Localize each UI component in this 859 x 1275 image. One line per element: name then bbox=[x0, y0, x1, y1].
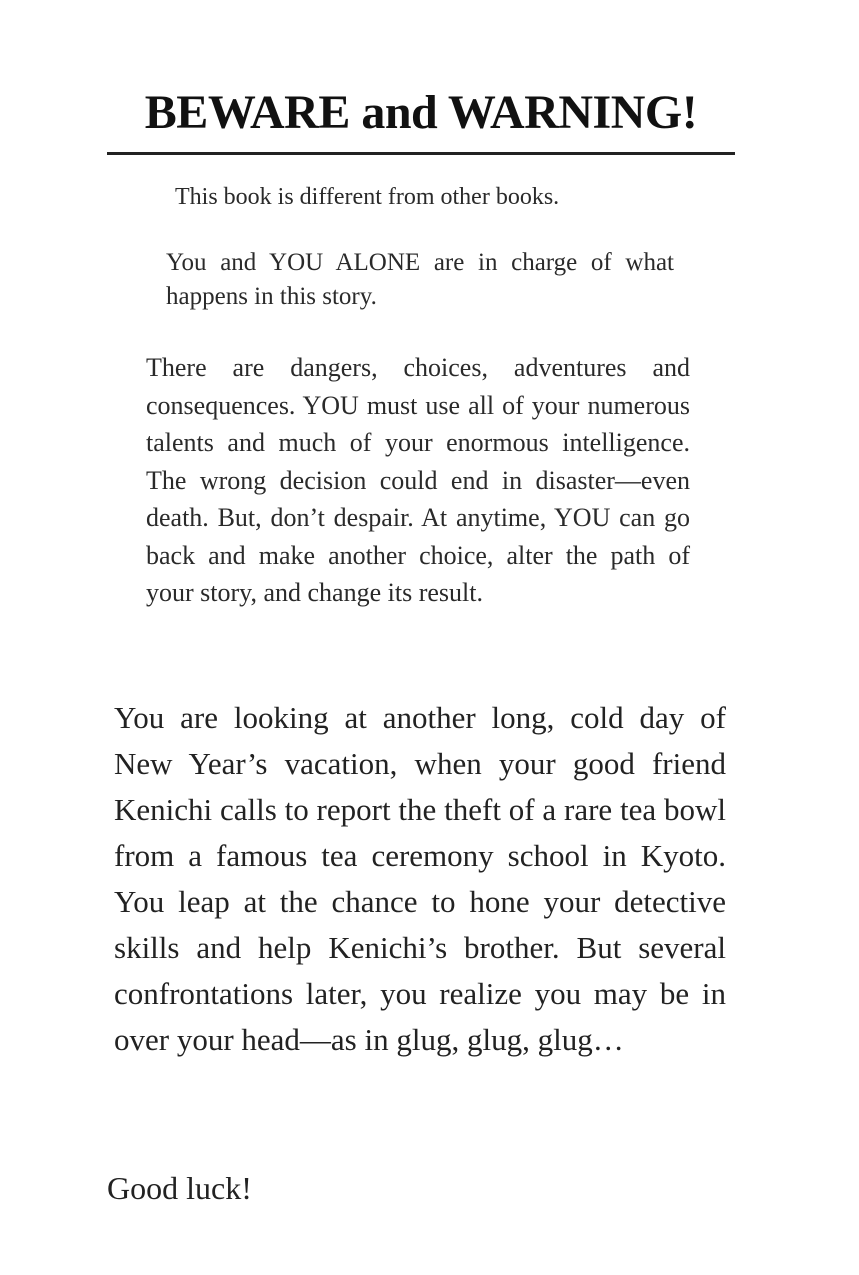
page-title: BEWARE and WARNING! bbox=[144, 86, 698, 139]
closing-line: Good luck! bbox=[107, 1170, 252, 1206]
charge-paragraph: You and YOU ALONE are in charge of what happens in this story. bbox=[166, 249, 674, 310]
title-divider bbox=[107, 152, 735, 155]
intro-paragraph: This book is different from other books. bbox=[175, 184, 560, 210]
dangers-paragraph: There are dangers, choices, adventures and consequences. YOU must use all of your numerous talents and much of your enormous intelligence. The wrong decision could end in disaster—even death. But, don’t despair. At anytime, YOU can go back and make another choice, alter the path of your story, and change its result. bbox=[146, 353, 690, 607]
story-paragraph: You are looking at another long, cold day of New Year’s vacation, when your good friend Kenichi calls to report the theft of a rare tea bowl from a famous tea ceremony school in Kyoto. You leap at the chance to hone your detective skills and help Kenichi’s brother. But several confrontations later, you realize you may be in over your head—as in glug, glug, glug… bbox=[114, 700, 726, 1057]
